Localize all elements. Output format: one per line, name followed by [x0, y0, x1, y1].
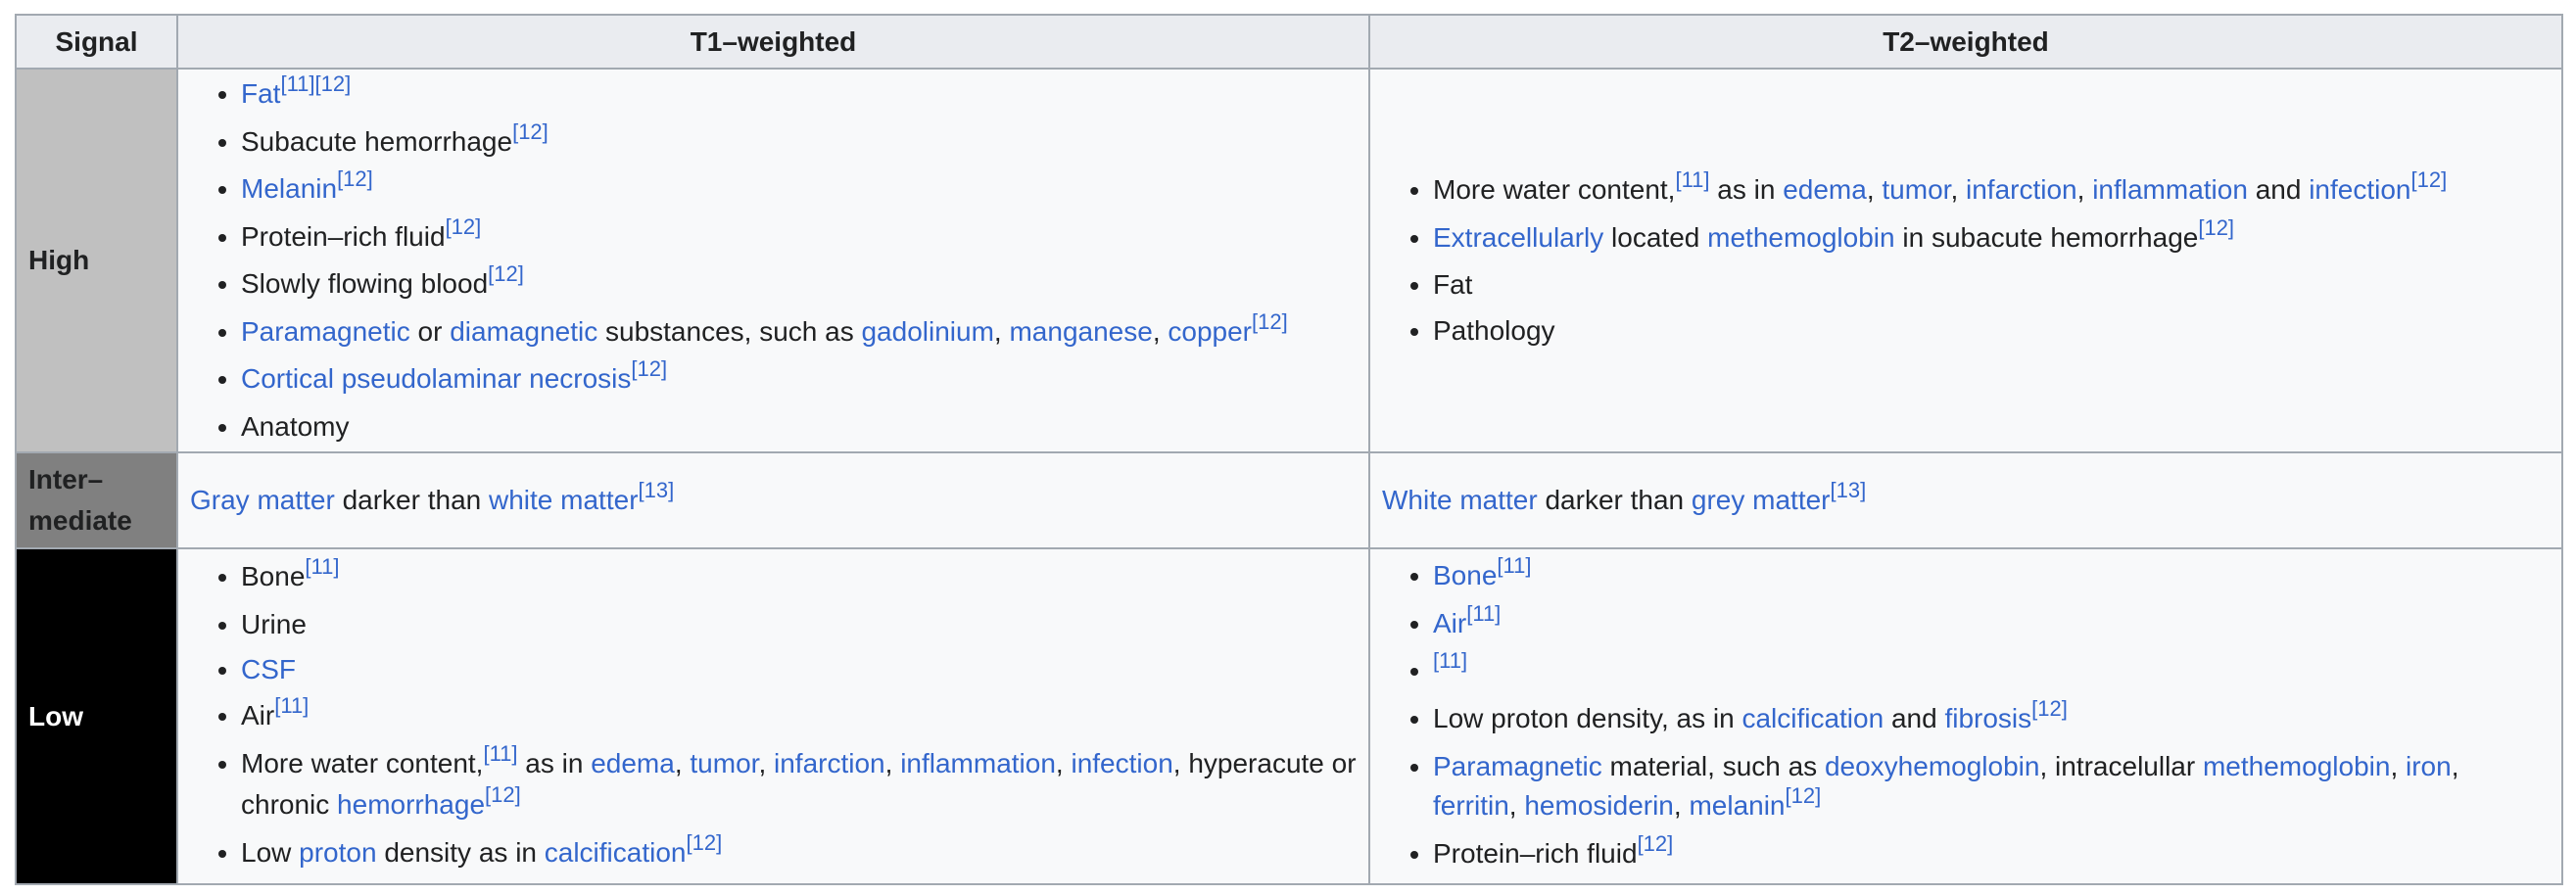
list-item	[1433, 743, 2550, 831]
list-item	[1433, 831, 2550, 879]
list-item	[241, 602, 1357, 648]
list-item	[241, 309, 1357, 357]
list-item	[241, 647, 1357, 693]
term-link[interactable]: melanin	[1689, 790, 1786, 822]
reference-link[interactable]: [12]	[512, 118, 549, 144]
reference-link[interactable]: [11][12]	[280, 71, 352, 96]
reference-link[interactable]: [12]	[1252, 308, 1288, 334]
text-segment: ,	[1673, 790, 1690, 822]
term-link[interactable]: Cortical pseudolaminar necrosis	[241, 363, 632, 394]
reference-link[interactable]: [12]	[2410, 167, 2448, 192]
term-link[interactable]: manganese	[1009, 315, 1153, 347]
term-link[interactable]: tumor	[1882, 174, 1951, 205]
reference-link[interactable]: [12]	[1785, 783, 1822, 809]
reference-link[interactable]: [11]	[1497, 553, 1532, 579]
term-link[interactable]: inflammation	[900, 748, 1056, 779]
list-item	[1433, 167, 2550, 215]
text-segment: More water content,	[1433, 174, 1676, 205]
reference-link[interactable]: [11]	[1675, 167, 1710, 192]
list-item	[241, 830, 1357, 878]
term-link[interactable]: grey matter	[1691, 485, 1831, 515]
header-signal: Signal	[16, 15, 177, 69]
term-link[interactable]: methemoglobin	[2202, 751, 2391, 782]
term-link[interactable]: infection	[1071, 748, 1173, 779]
list-item	[241, 166, 1357, 214]
reference-link[interactable]: [11]	[1433, 648, 1468, 674]
text-segment: ,	[1508, 790, 1525, 822]
term-link[interactable]: edema	[591, 748, 675, 779]
text-segment: Subacute hemorrhage	[241, 125, 513, 157]
term-link[interactable]: Gray matter	[190, 485, 335, 515]
term-link[interactable]: tumor	[690, 748, 759, 779]
reference-link[interactable]: [12]	[485, 782, 521, 808]
text-segment: ,	[2451, 751, 2459, 782]
term-link[interactable]: CSF	[241, 654, 296, 685]
header-row	[16, 15, 2562, 69]
text-segment: Protein–rich fluid	[1433, 838, 1638, 870]
signal-intermediate-line1: Inter–	[28, 464, 104, 495]
list-item	[1433, 262, 2550, 308]
list-item	[1433, 215, 2550, 263]
term-link[interactable]: infarction	[774, 748, 885, 779]
list-item	[241, 356, 1357, 404]
text-segment: darker than	[334, 485, 490, 515]
text-segment: material, such as	[1601, 751, 1825, 782]
text-segment: ,	[1950, 174, 1966, 205]
low-t1-list	[190, 554, 1357, 878]
text-segment: as in	[517, 748, 592, 779]
term-link[interactable]: Bone	[1433, 560, 1498, 591]
term-link[interactable]: proton	[299, 837, 377, 869]
term-link[interactable]: infection	[2309, 174, 2411, 205]
low-t2-cell	[1369, 548, 2562, 884]
term-link[interactable]: Paramagnetic	[1433, 751, 1602, 782]
text-segment: Slowly flowing blood	[241, 268, 489, 299]
text-segment: Air	[241, 699, 275, 730]
text-segment: Urine	[241, 608, 307, 639]
signal-high-label: High	[16, 69, 177, 452]
reference-link[interactable]: [11]	[305, 554, 340, 580]
term-link[interactable]: calcification	[1741, 702, 1884, 733]
list-item	[241, 693, 1357, 741]
text-segment: as in	[1709, 174, 1784, 205]
intermediate-t1-cell	[177, 452, 1369, 548]
text-segment: ,	[674, 748, 691, 779]
high-t2-cell	[1369, 69, 2562, 452]
text-segment: and	[1884, 702, 1945, 733]
text-segment: or	[409, 315, 451, 347]
text-segment: ,	[884, 748, 901, 779]
reference-link[interactable]: [11]	[1466, 600, 1502, 626]
term-link[interactable]: edema	[1783, 174, 1867, 205]
intermediate-t2-cell	[1369, 452, 2562, 548]
reference-link[interactable]: [12]	[445, 213, 482, 239]
term-link[interactable]: Melanin	[241, 173, 338, 204]
header-t2: T2–weighted	[1369, 15, 2562, 69]
term-link[interactable]: Paramagnetic	[241, 315, 410, 347]
text-segment: , hyperacute or chronic	[241, 748, 1357, 821]
term-link[interactable]: Extracellularly	[1433, 221, 1604, 253]
term-link[interactable]: inflammation	[2092, 174, 2248, 205]
list-item	[241, 404, 1357, 450]
text-segment: substances, such as	[597, 315, 862, 347]
reference-link[interactable]: [12]	[631, 356, 668, 381]
term-link[interactable]: fibrosis	[1944, 702, 2032, 733]
term-link[interactable]: Air	[1433, 607, 1467, 638]
reference-link[interactable]: [13]	[1830, 478, 1867, 502]
text-segment: Bone	[241, 561, 306, 592]
reference-link[interactable]: [11]	[274, 692, 310, 718]
list-item	[241, 554, 1357, 602]
term-link[interactable]: white matter	[489, 485, 639, 515]
reference-link[interactable]: [12]	[1637, 831, 1674, 857]
reference-link[interactable]: [12]	[337, 166, 373, 191]
list-item	[1433, 696, 2550, 744]
high-t1-cell	[177, 69, 1369, 452]
term-link[interactable]: ferritin	[1433, 790, 1509, 822]
list-item	[241, 71, 1357, 119]
intermediate-t1-text	[190, 478, 1357, 516]
low-t2-list	[1382, 553, 2550, 879]
list-item	[1433, 553, 2550, 601]
list-item	[241, 214, 1357, 262]
text-segment: density as in	[376, 837, 545, 869]
signal-intermediate-label	[16, 452, 177, 548]
text-segment: ,	[2076, 174, 2093, 205]
text-segment: Low proton density, as in	[1433, 702, 1742, 733]
list-item	[241, 740, 1357, 830]
text-segment: and	[2247, 174, 2310, 205]
text-segment: , intracelullar	[2039, 751, 2203, 782]
list-item	[1433, 601, 2550, 649]
reference-link[interactable]: [12]	[2031, 695, 2068, 721]
reference-link[interactable]: [12]	[488, 261, 524, 286]
high-t2-list	[1382, 167, 2550, 353]
mri-signal-table	[15, 14, 2563, 885]
term-link[interactable]: diamagnetic	[450, 315, 598, 347]
term-link[interactable]: copper	[1168, 315, 1252, 347]
text-segment: Fat	[1433, 269, 1473, 300]
text-segment: Protein–rich fluid	[241, 220, 446, 252]
list-item	[241, 119, 1357, 167]
term-link[interactable]: deoxyhemoglobin	[1824, 751, 2040, 782]
text-segment: ,	[1055, 748, 1072, 779]
text-segment: ,	[1152, 315, 1169, 347]
list-item	[1433, 648, 2550, 696]
term-link[interactable]: infarction	[1966, 174, 2077, 205]
text-segment: More water content,	[241, 748, 484, 779]
text-segment: Low	[241, 837, 300, 869]
reference-link[interactable]: [12]	[2198, 214, 2235, 240]
term-link[interactable]: Fat	[241, 78, 281, 109]
signal-low-label: Low	[16, 548, 177, 884]
signal-intermediate-line2: mediate	[28, 505, 132, 536]
high-t1-list	[190, 71, 1357, 449]
term-link[interactable]: White matter	[1382, 485, 1538, 515]
term-link[interactable]: methemoglobin	[1707, 221, 1895, 253]
row-high	[16, 69, 2562, 452]
text-segment: ,	[758, 748, 774, 779]
text-segment: in subacute hemorrhage	[1894, 221, 2199, 253]
text-segment: darker than	[1537, 485, 1692, 515]
reference-link[interactable]: [13]	[638, 478, 675, 502]
term-link[interactable]: iron	[2406, 751, 2452, 782]
header-t1: T1–weighted	[177, 15, 1369, 69]
text-segment: Anatomy	[241, 410, 350, 442]
term-link[interactable]: hemosiderin	[1524, 790, 1674, 822]
term-link[interactable]: calcification	[544, 837, 687, 869]
intermediate-t2-text	[1382, 478, 2550, 516]
list-item	[241, 261, 1357, 309]
text-segment: ,	[1866, 174, 1883, 205]
row-intermediate	[16, 452, 2562, 548]
text-segment: located	[1603, 221, 1708, 253]
reference-link[interactable]: [11]	[483, 741, 518, 767]
row-low	[16, 548, 2562, 884]
term-link[interactable]: gadolinium	[861, 315, 994, 347]
text-segment: Pathology	[1433, 314, 1555, 346]
text-segment: ,	[993, 315, 1010, 347]
low-t1-cell	[177, 548, 1369, 884]
text-segment: ,	[2390, 751, 2406, 782]
list-item	[1433, 308, 2550, 354]
term-link[interactable]: hemorrhage	[337, 789, 486, 821]
reference-link[interactable]: [12]	[686, 830, 723, 856]
